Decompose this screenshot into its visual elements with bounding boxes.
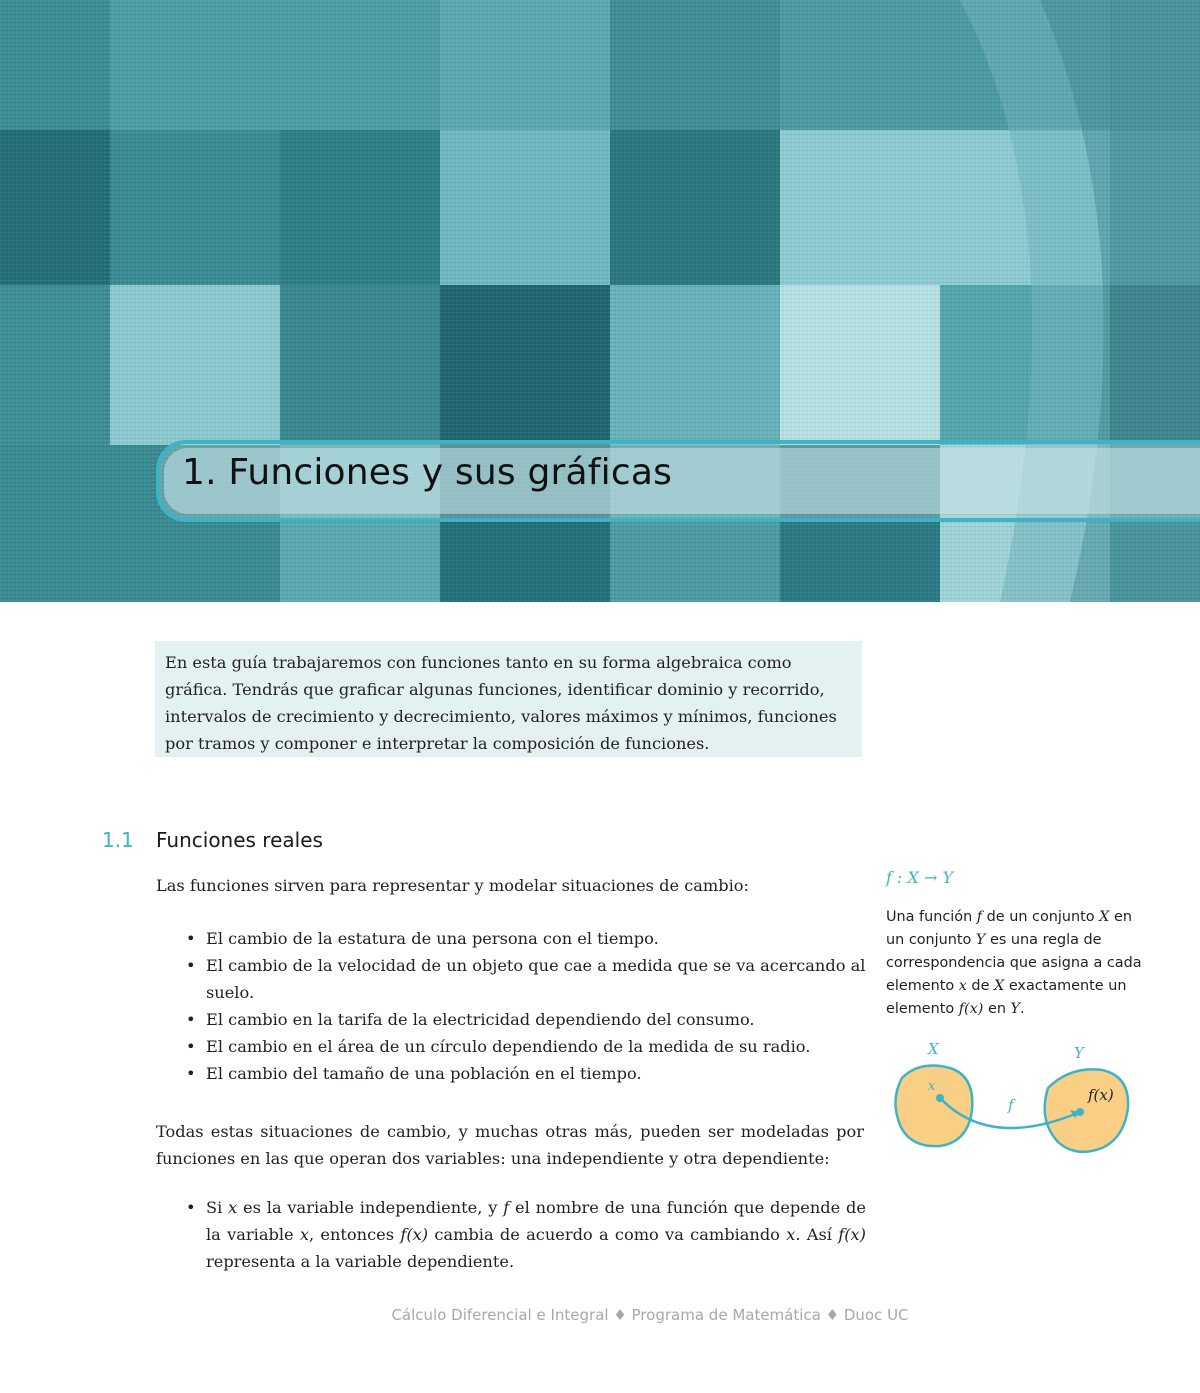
section-number: 1.1	[102, 828, 134, 852]
set-x-label: X	[928, 1040, 939, 1058]
function-notation: f : X → Y	[886, 868, 954, 887]
list-item: • El cambio del tamaño de una población en el tiempo.	[186, 1060, 866, 1087]
list-item: • El cambio en el área de un círculo dependiendo de la medida de su radio.	[186, 1033, 866, 1060]
set-x-blob	[895, 1066, 972, 1147]
image-point	[1076, 1108, 1084, 1116]
function-mapping-diagram	[880, 1030, 1150, 1170]
element-point	[936, 1094, 944, 1102]
function-definition: Una función f de un conjunto X en un conjunto Y es una regla de correspondencia que asigna a cada elemento x de X exactamente un elemento f(x) en Y.	[886, 909, 1142, 1017]
arrow-label: f	[1008, 1096, 1014, 1114]
list-item: • Si x es la variable independiente, y f el nombre de una función que depende de la variable x, entonces f(x) cambia de acuerdo a como va cambiando x. Así f(x) representa a la variable dependiente.	[186, 1194, 866, 1275]
set-y-label: Y	[1074, 1044, 1084, 1062]
variables-list	[186, 1194, 866, 1275]
element-label: x	[928, 1079, 936, 1094]
image-label: f(x)	[1088, 1086, 1114, 1104]
intro-text: En esta guía trabajaremos con funciones tanto en su forma algebraica como gráfica. Tendrás que graficar algunas funciones, identificar dominio y recorrido, intervalos de crecimiento y decrecimiento, valores máximos y mínimos, funciones por tramos y componer e interpretar la composición de funciones.	[165, 653, 837, 753]
intro-box	[155, 641, 862, 757]
section-lead: Las funciones sirven para representar y modelar situaciones de cambio:	[156, 876, 750, 895]
page-footer: Cálculo Diferencial e Integral ♦ Programa de Matemática ♦ Duoc UC	[391, 1306, 909, 1324]
section-paragraph: Todas estas situaciones de cambio, y muchas otras más, pueden ser modeladas por funciones en las que operan dos variables: una independiente y otra dependiente:	[156, 1122, 864, 1168]
set-y-blob	[1045, 1069, 1128, 1151]
chapter-title: 1. Funciones y sus gráficas	[182, 452, 673, 493]
examples-list	[186, 925, 866, 1087]
list-item: • El cambio de la estatura de una persona con el tiempo.	[186, 925, 866, 952]
list-item: • El cambio de la velocidad de un objeto que cae a medida que se va acercando al suelo.	[186, 952, 866, 1006]
section-title: Funciones reales	[156, 828, 323, 852]
list-item: • El cambio en la tarifa de la electricidad dependiendo del consumo.	[186, 1006, 866, 1033]
chapter-header-image	[0, 0, 1200, 602]
